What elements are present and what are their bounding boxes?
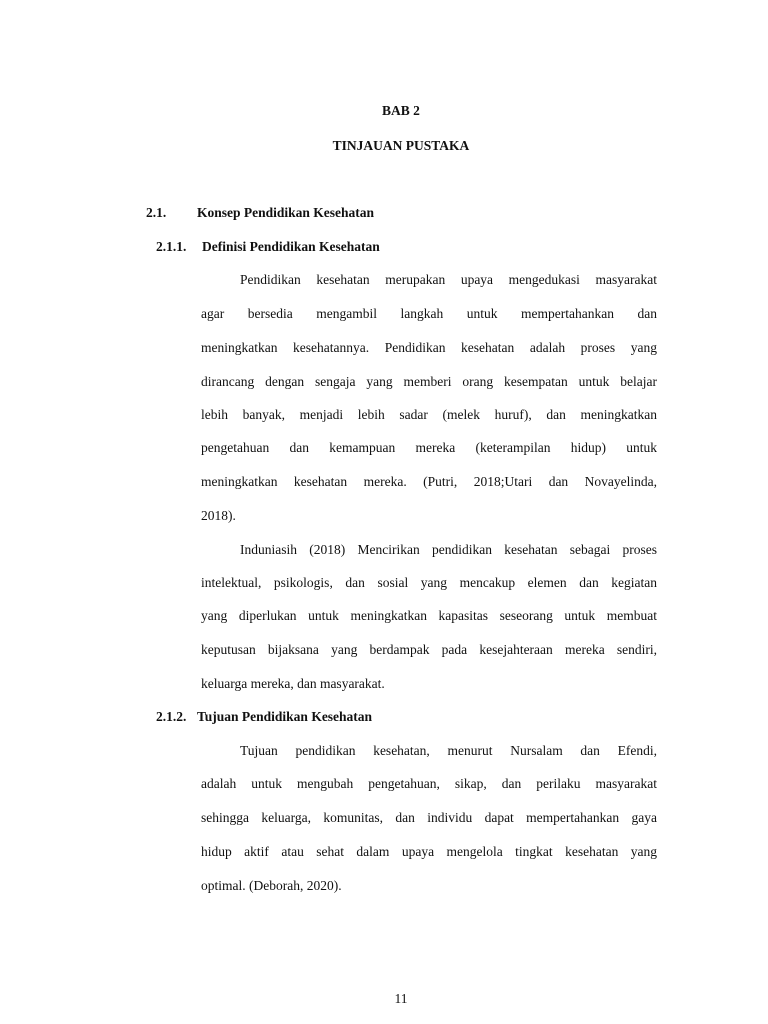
text-line: yang diperlukan untuk meningkatkan kapasitas seseorang untuk membuat <box>201 608 657 623</box>
text-line: Tujuan pendidikan kesehatan, menurut Nursalam dan Efendi, <box>240 743 657 758</box>
subsection-heading-2 <box>156 709 372 725</box>
text-line: Induniasih (2018) Mencirikan pendidikan kesehatan sebagai proses <box>240 542 657 557</box>
section-heading <box>146 205 374 221</box>
text-line: agar bersedia mengambil langkah untuk mempertahankan dan <box>201 306 657 321</box>
section-title: Konsep Pendidikan Kesehatan <box>197 205 375 220</box>
text-line: intelektual, psikologis, dan sosial yang mencakup elemen dan kegiatan <box>201 575 657 590</box>
subsection-heading-1 <box>156 239 380 255</box>
text-line: dirancang dengan sengaja yang memberi orang kesempatan untuk belajar <box>201 374 657 389</box>
text-line: optimal. (Deborah, 2020). <box>201 878 342 893</box>
text-line: keluarga mereka, dan masyarakat. <box>201 676 385 691</box>
section-number: 2.1. <box>146 205 167 220</box>
text-line: hidup aktif atau sehat dalam upaya mengelola tingkat kesehatan yang <box>201 844 657 859</box>
text-line: meningkatkan kesehatannya. Pendidikan kesehatan adalah proses yang <box>201 340 657 355</box>
text-line: adalah untuk mengubah pengetahuan, sikap, dan perilaku masyarakat <box>201 776 657 791</box>
subsection-title-1: Definisi Pendidikan Kesehatan <box>202 239 380 254</box>
text-line: Pendidikan kesehatan merupakan upaya mengedukasi masyarakat <box>240 272 657 287</box>
subsection-number-1: 2.1.1. <box>156 239 187 254</box>
chapter-label: BAB 2 <box>382 103 420 118</box>
subsection-title-2: Tujuan Pendidikan Kesehatan <box>197 709 373 724</box>
text-line: lebih banyak, menjadi lebih sadar (melek huruf), dan meningkatkan <box>201 407 657 422</box>
text-line: meningkatkan kesehatan mereka. (Putri, 2018;Utari dan Novayelinda, <box>201 474 657 489</box>
text-line: 2018). <box>201 508 236 523</box>
subsection-number-2: 2.1.2. <box>156 709 187 724</box>
text-line: keputusan bijaksana yang berdampak pada kesejahteraan mereka sendiri, <box>201 642 657 657</box>
chapter-title: TINJAUAN PUSTAKA <box>332 138 470 153</box>
text-line: pengetahuan dan kemampuan mereka (keterampilan hidup) untuk <box>201 440 657 455</box>
page-number: 11 <box>394 991 408 1006</box>
text-line: sehingga keluarga, komunitas, dan individu dapat mempertahankan gaya <box>201 810 657 825</box>
